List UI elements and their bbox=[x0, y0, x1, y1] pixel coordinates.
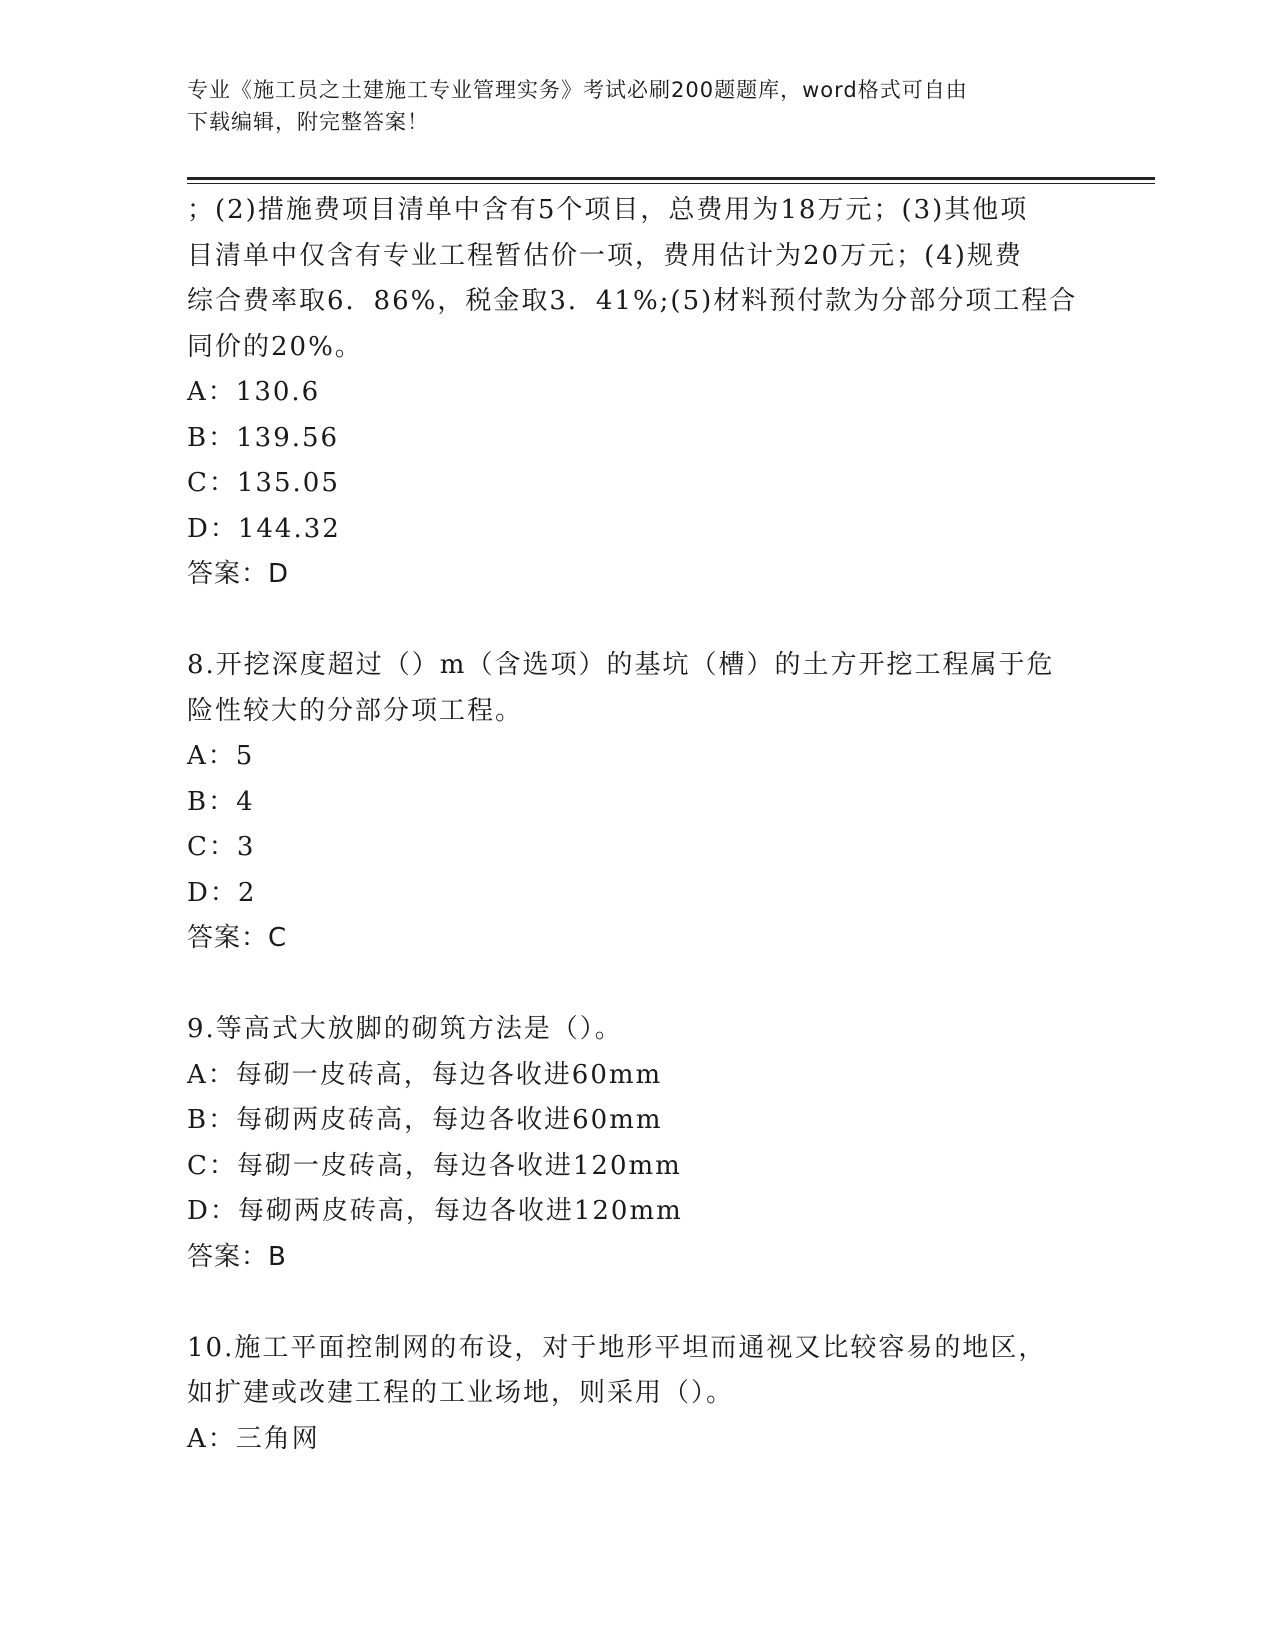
question-text-line: 目清单中仅含有专业工程暂估价一项，费用估计为20万元；(4)规费 bbox=[187, 240, 1023, 271]
option-a: A：每砌一皮砖高，每边各收进60mm bbox=[187, 1059, 663, 1090]
spacer bbox=[187, 1280, 1087, 1326]
question-text-line: 险性较大的分部分项工程。 bbox=[187, 695, 524, 726]
question-8 bbox=[187, 643, 1087, 962]
option-b: B：4 bbox=[187, 786, 255, 817]
option-b: B：每砌两皮砖高，每边各收进60mm bbox=[187, 1105, 663, 1135]
option-a: A：三角网 bbox=[187, 1423, 320, 1454]
question-7 bbox=[187, 188, 1087, 598]
option-a: A：130.6 bbox=[187, 377, 321, 407]
question-content bbox=[187, 188, 1087, 1462]
header-line-1: 专业《施工员之土建施工专业管理实务》考试必刷200题题库，word格式可自由 bbox=[187, 78, 968, 102]
option-c: C：每砌一皮砖高，每边各收进120mm bbox=[187, 1150, 682, 1181]
question-text-line: 10.施工平面控制网的布设，对于地形平坦而通视又比较容易的地区， bbox=[187, 1332, 1047, 1363]
answer: 答案：B bbox=[187, 1241, 287, 1272]
page-header bbox=[187, 74, 1087, 138]
spacer bbox=[187, 962, 1087, 1008]
question-text-line: 综合费率取6．86%，税金取3．41%;(5)材料预付款为分部分项工程合 bbox=[187, 286, 1078, 316]
option-c: C：135.05 bbox=[187, 468, 340, 498]
option-b: B：139.56 bbox=[187, 422, 340, 453]
header-line-2: 下载编辑，附完整答案！ bbox=[187, 110, 429, 134]
question-text-line: 8.开挖深度超过（）m（含选项）的基坑（槽）的土方开挖工程属于危 bbox=[187, 650, 1055, 680]
header-rule-thick bbox=[187, 177, 1155, 180]
answer: 答案：C bbox=[187, 923, 288, 953]
question-text-line: ；(2)措施费项目清单中含有5个项目，总费用为18万元；(3)其他项 bbox=[187, 195, 1029, 225]
option-d: D：每砌两皮砖高，每边各收进120mm bbox=[187, 1196, 683, 1226]
question-text-line: 如扩建或改建工程的工业场地，则采用（）。 bbox=[187, 1378, 735, 1408]
answer: 答案：D bbox=[187, 559, 290, 589]
spacer bbox=[187, 598, 1087, 644]
option-a: A：5 bbox=[187, 741, 255, 771]
option-d: D：2 bbox=[187, 877, 257, 908]
header-rule-thin bbox=[187, 183, 1155, 184]
option-d: D：144.32 bbox=[187, 513, 341, 544]
question-text-line: 同价的20%。 bbox=[187, 331, 363, 362]
option-c: C：3 bbox=[187, 832, 256, 862]
question-text-line: 9.等高式大放脚的砌筑方法是（）。 bbox=[187, 1014, 623, 1044]
question-10 bbox=[187, 1326, 1087, 1463]
question-9 bbox=[187, 1007, 1087, 1280]
